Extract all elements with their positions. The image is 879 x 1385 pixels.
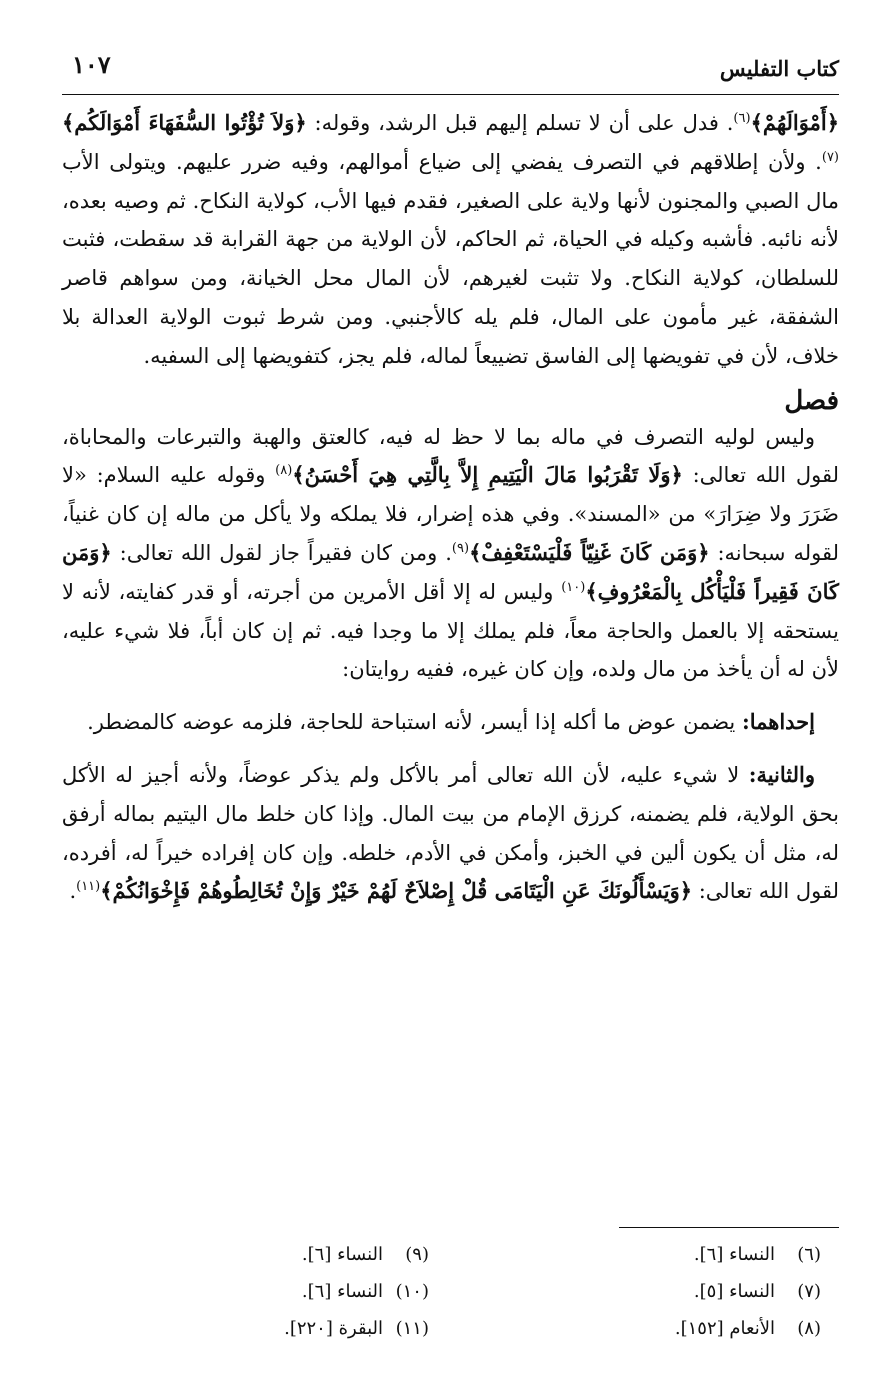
footnote-ref: (٨) [275,463,293,479]
page-number: ١٠٧ [72,50,111,79]
footnote [561,1240,821,1277]
footnote [561,1277,821,1314]
spacer [62,689,839,703]
paragraph-text: . [69,879,77,904]
quran-quote: ﴿أَمْوَالَهُمْ﴾ [750,110,839,135]
paragraph-1 [62,104,839,376]
footnote-ref: (٧) [821,149,839,165]
book-page [62,40,839,1360]
footnote-rule [619,1227,839,1228]
paragraph-text: لا شيء عليه، لأن الله تعالى أمر بالأكل ولم يذكر عوضاً، ولأنه أجيز له الأكل بحق الولاية، فلم يضمنه، كرزق الإمام من بيت المال. وإذا كان خلط مال اليتيم بماله أرفق له، مثل أن يكون ألين في الخبز، وأمكن في الأدم، خلطه. وإن كان إفراده خيراً له، أفرده، لقول الله تعالى: [62,762,839,904]
header-rule [62,94,839,95]
footnote-text: النساء [٦]. [693,1244,775,1265]
quran-quote: ﴿وَيَسْأَلُونَكَ عَنِ الْيَتَامَى قُلْ إِصْلاَحٌ لَهُمْ خَيْرٌ وَإِنْ تُخَالِطُوهُمْ فَإِخْوَانُكُمْ﴾ [100,878,693,904]
paragraph-4 [62,756,839,911]
footnote [169,1240,429,1277]
lead-term: إحداهما: [741,709,815,735]
paragraph-text: وليس له إلا أقل الأمرين من أجرته، أو قدر كفايته، لأنه لا يستحقه إلا بالعمل والحاجة معاً، فلم يملك إلا ما وجدا فيه. ثم إن كان أباً، فلا شيء عليه، لأن له أن يأخذ من مال ولده، وإن كان غيره، ففيه روايتان: [62,579,839,682]
footnote-ref: (١١) [76,879,101,895]
footnotes-column-left [169,1240,429,1351]
footnote-number: (١١) [395,1318,429,1339]
paragraph-text: يضمن عوض ما أكله إذا أيسر، لأنه استباحة للحاجة، فلزمه عوضه كالمضطر. [87,710,742,735]
running-title: كتاب التفليس [719,56,839,81]
page-header [62,40,839,92]
footnote-text: النساء [٦]. [301,1244,383,1265]
paragraph-text: . ولأن إطلاقهم في التصرف يفضي إلى ضياع أموالهم، وفيه ضرر عليهم. ويتولى الأب مال الصبي والمجنون لأنها ولاية على الصغير، فقدم فيها الأب، كولاية النكاح. ثم وصيه بعده، لأنه نائبه. فأشبه وكيله في الحياة، ثم الحاكم، لأن الولاية من جهة القرابة قد سقطت، فثبت للسلطان، كولاية النكاح. ولا تثبت لغيرهم، لأن المال محل الخيانة، ومن سواهم قاصر الشفقة، غير مأمون على المال، فلم يله كالأجنبي. ومن شرط ثبوت الولاية العدالة بلا خلاف، لأن في تفويضها إلى الفاسق تضييعاً لماله، فلم يجز، كتفويضها إلى السفيه. [62,149,839,368]
paragraph-text: . ومن كان فقيراً جاز لقول الله تعالى: [111,540,452,565]
footnote-text: الأنعام [١٥٢]. [674,1318,775,1339]
footnote-number: (٩) [405,1244,429,1265]
footnote-ref: (٦) [733,111,751,126]
footnotes-column-right [561,1240,821,1351]
footnote [561,1314,821,1351]
footnote [169,1314,429,1351]
footnote-ref: (٩) [451,540,470,556]
section-heading: فصل [784,385,839,416]
footnote-text: النساء [٥]. [693,1281,775,1302]
paragraph-text: . فدل على أن لا تسلم إليهم قبل الرشد، وقوله: [306,111,734,135]
footnote [169,1277,429,1314]
paragraph-text: وقوله عليه السلام: «لا ضَرَرَ ولا ضِرَارَ» من «المسند». وفي هذه إضرار، فلا يملكه ولا يأكل من ماله إن كان غنياً، لقوله سبحانه: [62,463,839,565]
footnote-ref: (١٠) [561,579,586,595]
footnote-number: (٦) [797,1244,821,1265]
footnote-text: البقرة [٢٢٠]. [284,1318,383,1339]
paragraph-3 [62,703,839,742]
paragraph-text: وليس لوليه التصرف في ماله بما لا حظ له فيه، كالعتق والهبة والتبرعات والمحاباة، لقول الله تعالى: [62,424,839,488]
lead-term: والثانية: [748,761,815,787]
quran-quote: ﴿وَلَا تَقْرَبُوا مَالَ الْيَتِيمِ إِلاَّ بِالَّتِي هِيَ أَحْسَنُ﴾ [292,462,683,488]
quran-quote: ﴿وَمَن كَانَ غَنِيّاً فَلْيَسْتَعْفِفْ﴾ [469,539,710,565]
spacer [62,742,839,756]
footnote-number: (٨) [797,1318,821,1339]
footnote-number: (٧) [797,1281,821,1302]
quran-quote: ﴿وَمَن كَانَ فَقِيراً فَلْيَأْكُل بِالْمَعْرُوفِ﴾ [62,539,840,604]
footnote-text: النساء [٦]. [301,1281,383,1302]
quran-quote: ﴿وَلاَ تُؤْتُوا السُّفَهَاءَ أَمْوَالَكُم﴾ [62,110,307,135]
footnote-number: (١٠) [395,1281,429,1302]
page-body [62,104,839,911]
paragraph-2 [62,418,839,690]
